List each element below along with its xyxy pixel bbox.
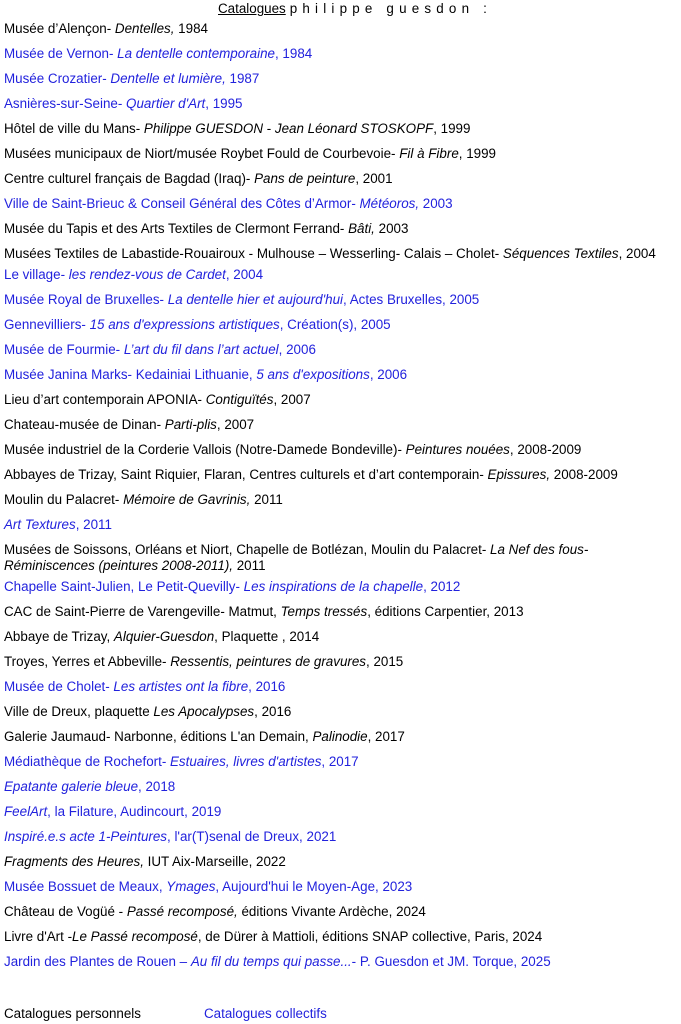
catalogue-entry[interactable] [4, 879, 678, 895]
catalogue-entry[interactable] [4, 829, 678, 845]
catalogue-entry[interactable] [4, 46, 678, 62]
artist-name: philippe guesdon : [289, 1, 493, 16]
catalogue-entry-text: 1987 [225, 71, 260, 86]
catalogue-entry[interactable] [4, 292, 678, 308]
catalogue-entry-title: Les artistes ont la fibre [113, 679, 249, 694]
catalogue-entry[interactable] [4, 779, 678, 795]
catalogue-entry-title: 5 ans d'expositions [256, 367, 370, 382]
catalogue-footer [4, 1006, 678, 1022]
catalogue-entry-title: Epissures, [487, 467, 551, 482]
catalogue-entry-text: Abbayes de Trizay, Saint Riquier, Flaran, Centres culturels et d’art contemporain- [4, 467, 488, 482]
catalogue-entry-text: Gennevilliers- [4, 317, 90, 332]
catalogue-entry-title: Quartier d'Art [126, 96, 206, 111]
catalogue-entry-link[interactable] [4, 71, 259, 86]
catalogue-entry-title: Mémoire de Gavrinis, [123, 492, 251, 507]
catalogue-entry-text: éditions Vivante Ardèche, 2024 [237, 904, 426, 919]
catalogue-entry-text: , 2016 [248, 679, 286, 694]
catalogue-entry-text: Musée Bossuet de Meaux, [4, 879, 167, 894]
catalogue-entry-text: Château de Vogüé - [4, 904, 127, 919]
catalogue-entry-title: 15 ans d'expressions artistiques [89, 317, 280, 332]
catalogue-entry-text: Le village- [4, 267, 69, 282]
catalogue-entry-link[interactable] [4, 517, 112, 532]
catalogue-entry-text: Abbaye de Trizay, [4, 629, 114, 644]
catalogue-entry[interactable] [4, 804, 678, 820]
catalogue-entry-text: , 2015 [366, 654, 404, 669]
catalogue-entry[interactable] [4, 267, 678, 283]
catalogue-entry-text: , 2004 [225, 267, 264, 282]
catalogue-entry-text: Livre d'Art - [4, 929, 73, 944]
catalogue-entry-text: Chapelle Saint-Julien, Le Petit-Quevilly- [4, 579, 244, 594]
catalogue-entry-text: Moulin du Palacret- [4, 492, 124, 507]
catalogue-entry-text: Centre culturel français de Bagdad (Iraq)- [4, 171, 255, 186]
catalogue-entry [4, 854, 678, 870]
catalogue-entry-text: , 2018 [138, 779, 176, 794]
catalogue-entry-title: Temps tressés [280, 604, 368, 619]
catalogue-entry-title: Palinodie [312, 729, 368, 744]
catalogue-entry-text: , 1995 [205, 96, 243, 111]
catalogue-entry-text: Musée du Tapis et des Arts Textiles de Clermont Ferrand- [4, 221, 349, 236]
catalogue-entry [4, 171, 678, 187]
catalogue-entry[interactable] [4, 579, 678, 595]
catalogue-entry-text: Galerie Jaumaud- Narbonne, éditions L'an Demain, [4, 729, 313, 744]
catalogue-entry [4, 246, 678, 262]
catalogue-entry-text: Musées municipaux de Niort/musée Roybet Fould de Courbevoie- [4, 146, 400, 161]
catalogue-entry-text: CAC de Saint-Pierre de Varengeville- Matmut, [4, 604, 281, 619]
catalogue-entry-title: Passé recomposé, [126, 904, 238, 919]
catalogue-entry-title: Peintures nouées [405, 442, 510, 457]
catalogue-entry-text: Musée Crozatier- [4, 71, 111, 86]
catalogue-entry-text: , 2001 [355, 171, 393, 186]
catalogue-entry-text: 2011 [233, 558, 266, 573]
catalogue-entry-title: L’art du fil dans l’art actuel [123, 342, 279, 357]
catalogue-entry [4, 21, 678, 37]
catalogue-entry [4, 604, 678, 620]
catalogue-entry[interactable] [4, 954, 678, 970]
catalogue-entry [4, 654, 678, 670]
catalogue-entry-text: , éditions Carpentier, 2013 [367, 604, 524, 619]
catalogue-entry-title: Les inspirations de la chapelle [243, 579, 424, 594]
catalogue-entry-text: Lieu d’art contemporain APONIA- [4, 392, 206, 407]
catalogue-entry-link[interactable] [4, 196, 453, 211]
catalogues-link[interactable]: Catalogues [218, 1, 286, 16]
catalogue-entry-title: Epatante galerie bleue [4, 779, 139, 794]
catalogue-entry-title: Jean Léonard STOSKOPF [274, 121, 434, 136]
catalogue-entry-text: , Plaquette , 2014 [214, 629, 320, 644]
catalogue-entry-text: 2003 [374, 221, 409, 236]
catalogue-entry [4, 467, 678, 483]
catalogue-entry [4, 121, 678, 137]
catalogue-entry-title: La Nef des fous- Réminiscences (peintures 2008-2011), [4, 542, 589, 573]
catalogue-entry-text: 2008-2009 [550, 467, 618, 482]
catalogue-entry-title: Philippe GUESDON [143, 121, 263, 136]
catalogue-entry-title: Pans de peinture [254, 171, 356, 186]
catalogue-entry-text: , 2017 [367, 729, 405, 744]
catalogue-entry-title: Le Passé recomposé [72, 929, 198, 944]
catalogue-entry-title: Art Textures [4, 517, 76, 532]
catalogue-entry[interactable] [4, 317, 678, 333]
catalogue-entry [4, 929, 678, 945]
catalogue-entry[interactable] [4, 96, 678, 112]
catalogue-entry-text: , 1984 [274, 46, 313, 61]
catalogue-entry[interactable] [4, 342, 678, 358]
catalogue-entry-text: Ville de Dreux, plaquette [4, 704, 154, 719]
catalogue-entry-text: , 1999 [458, 146, 496, 161]
catalogue-entry-title: Contiguïtés [205, 392, 274, 407]
catalogue-entry-text: Hôtel de ville du Mans- [4, 121, 144, 136]
catalogues-collectifs-link[interactable]: Catalogues collectifs [204, 1006, 327, 1021]
catalogue-entry-text: Troyes, Yerres et Abbeville- [4, 654, 171, 669]
catalogue-entry-text: Musées de Soissons, Orléans et Niort, Chapelle de Botlézan, Moulin du Palacret- [4, 542, 491, 557]
catalogue-entry-text: , 2016 [254, 704, 292, 719]
catalogue-entry-text: Musée industriel de la Corderie Vallois (Notre-Damede Bondeville)- [4, 442, 406, 457]
catalogue-entry-text: , Aujourd'hui le Moyen-Age, 2023 [215, 879, 413, 894]
catalogue-entry[interactable] [4, 196, 678, 212]
catalogue-entry-text: , 2007 [273, 392, 311, 407]
catalogue-entry-title: FeelArt [4, 804, 48, 819]
catalogue-entry[interactable] [4, 367, 678, 383]
catalogue-entry-text: , 2008-2009 [509, 442, 582, 457]
catalogue-list [4, 21, 678, 979]
catalogue-entry-title: Ymages [166, 879, 216, 894]
catalogue-entry-title: Séquences Textiles [502, 246, 619, 261]
catalogue-entry[interactable] [4, 679, 678, 695]
catalogue-entry-text: , 2004 [618, 246, 656, 261]
catalogue-entry-text: , 2012 [423, 579, 461, 594]
catalogue-entry-title: Météoros, [359, 196, 420, 211]
catalogue-entry-text: 2003 [419, 196, 453, 211]
catalogue-entry-link[interactable] [4, 342, 316, 357]
catalogue-entry-text: Musée Janina Marks- Kedainiai Lithuanie, [4, 367, 257, 382]
catalogue-entry-text: Musées Textiles de Labastide-Rouairoux - Mulhouse – Wesserling- Calais – Cholet- [4, 246, 503, 261]
catalogue-entry-text: , 2006 [278, 342, 316, 357]
catalogue-entry-text: Musée de Vernon- [4, 46, 118, 61]
catalogue-entry-title: Au fil du temps qui passe... [190, 954, 352, 969]
catalogue-entry-title: Dentelles, [114, 21, 175, 36]
catalogue-entry-title: Ressentis, peintures de gravures [170, 654, 366, 669]
catalogue-entry-text: Musée de Cholet- [4, 679, 114, 694]
catalogue-entry-text: , Actes Bruxelles, 2005 [343, 292, 480, 307]
catalogue-entry-title: La dentelle contemporaine [117, 46, 275, 61]
catalogue-entry-text: , 2006 [369, 367, 408, 382]
catalogue-entry [4, 904, 678, 920]
catalogue-entry-title: Alquier-Guesdon [113, 629, 215, 644]
catalogue-entry-link[interactable] [4, 754, 359, 769]
catalogue-entry-title: La dentelle hier et aujourd'hui [167, 292, 344, 307]
catalogue-entry-link[interactable] [4, 879, 412, 894]
catalogue-entry-title: Inspiré.e.s acte 1-Peintures [4, 829, 168, 844]
catalogue-entry-text: 2011 [250, 492, 283, 507]
catalogue-entry-title: Fil à Fibre [399, 146, 459, 161]
catalogue-entry-link[interactable] [4, 779, 175, 794]
catalogue-entry [4, 729, 678, 745]
catalogue-entry [4, 392, 678, 408]
catalogue-entry-text: , Création(s), 2005 [279, 317, 391, 332]
catalogue-entry [4, 542, 678, 574]
catalogue-entry-link[interactable] [4, 679, 285, 694]
catalogue-entry-link[interactable] [4, 367, 407, 382]
catalogue-entry-text: , 1999 [433, 121, 471, 136]
catalogue-entry-text: Ville de Saint-Brieuc & Conseil Général des Côtes d’Armor- [4, 196, 360, 211]
catalogue-entry-text: , 2017 [321, 754, 359, 769]
catalogue-entry-text: Médiathèque de Rochefort- [4, 754, 170, 769]
catalogue-entry-text: - P. Guesdon et JM. Torque, 2025 [351, 954, 551, 969]
catalogue-entry [4, 492, 678, 508]
catalogue-entry-text: IUT Aix-Marseille, 2022 [143, 854, 286, 869]
catalogues-personnels-label: Catalogues personnels [4, 1006, 141, 1021]
catalogue-entry-text: , l'ar(T)senal de Dreux, 2021 [167, 829, 337, 844]
catalogue-entry-link[interactable] [4, 954, 551, 969]
catalogue-entry-text: Musée Royal de Bruxelles- [4, 292, 168, 307]
catalogue-entry-link[interactable] [4, 317, 391, 332]
catalogue-entry[interactable] [4, 71, 678, 87]
catalogue-entry-text: , la Filature, Audincourt, 2019 [47, 804, 222, 819]
catalogue-entry-text: , de Dürer à Mattioli, éditions SNAP collective, Paris, 2024 [197, 929, 543, 944]
catalogue-entry [4, 146, 678, 162]
catalogue-entry-title: les rendez-vous de Cardet [68, 267, 226, 282]
catalogue-entry-title: Parti-plis [164, 417, 217, 432]
catalogue-entry [4, 629, 678, 645]
catalogue-entry-title: Les Apocalypses [153, 704, 255, 719]
catalogue-entry-text: , 2011 [75, 517, 112, 532]
catalogue-entry[interactable] [4, 754, 678, 770]
catalogue-entry-text: - [263, 121, 275, 136]
catalogue-entry-title: Fragments des Heures, [4, 854, 144, 869]
catalogue-entry-link[interactable] [4, 96, 243, 111]
catalogue-entry-text: , 2007 [216, 417, 255, 432]
catalogue-entry-link[interactable] [4, 46, 312, 61]
catalogue-entry-link[interactable] [4, 292, 479, 307]
catalogue-entry-title: Dentelle et lumière, [110, 71, 226, 86]
catalogue-entry-text: Jardin des Plantes de Rouen – [4, 954, 191, 969]
catalogue-entry-title: Bâti, [348, 221, 375, 236]
catalogue-entry-link[interactable] [4, 829, 336, 844]
catalogue-entry-text: Chateau-musée de Dinan- [4, 417, 165, 432]
catalogue-entry-text: 1984 [174, 21, 208, 36]
catalogue-entry-text: Asnières-sur-Seine- [4, 96, 127, 111]
catalogue-entry[interactable] [4, 517, 678, 533]
catalogue-entry-link[interactable] [4, 804, 221, 819]
catalogue-entry-text: Musée de Fourmie- [4, 342, 124, 357]
catalogue-entry [4, 221, 678, 237]
catalogue-entry [4, 417, 678, 433]
catalogue-entry-link[interactable] [4, 579, 460, 594]
catalogue-entry [4, 442, 678, 458]
catalogue-entry-text: Musée d’Alençon- [4, 21, 115, 36]
page-header [218, 0, 492, 18]
catalogue-entry-link[interactable] [4, 267, 263, 282]
catalogue-entry-title: Estuaires, livres d'artistes [170, 754, 322, 769]
catalogue-entry [4, 704, 678, 720]
